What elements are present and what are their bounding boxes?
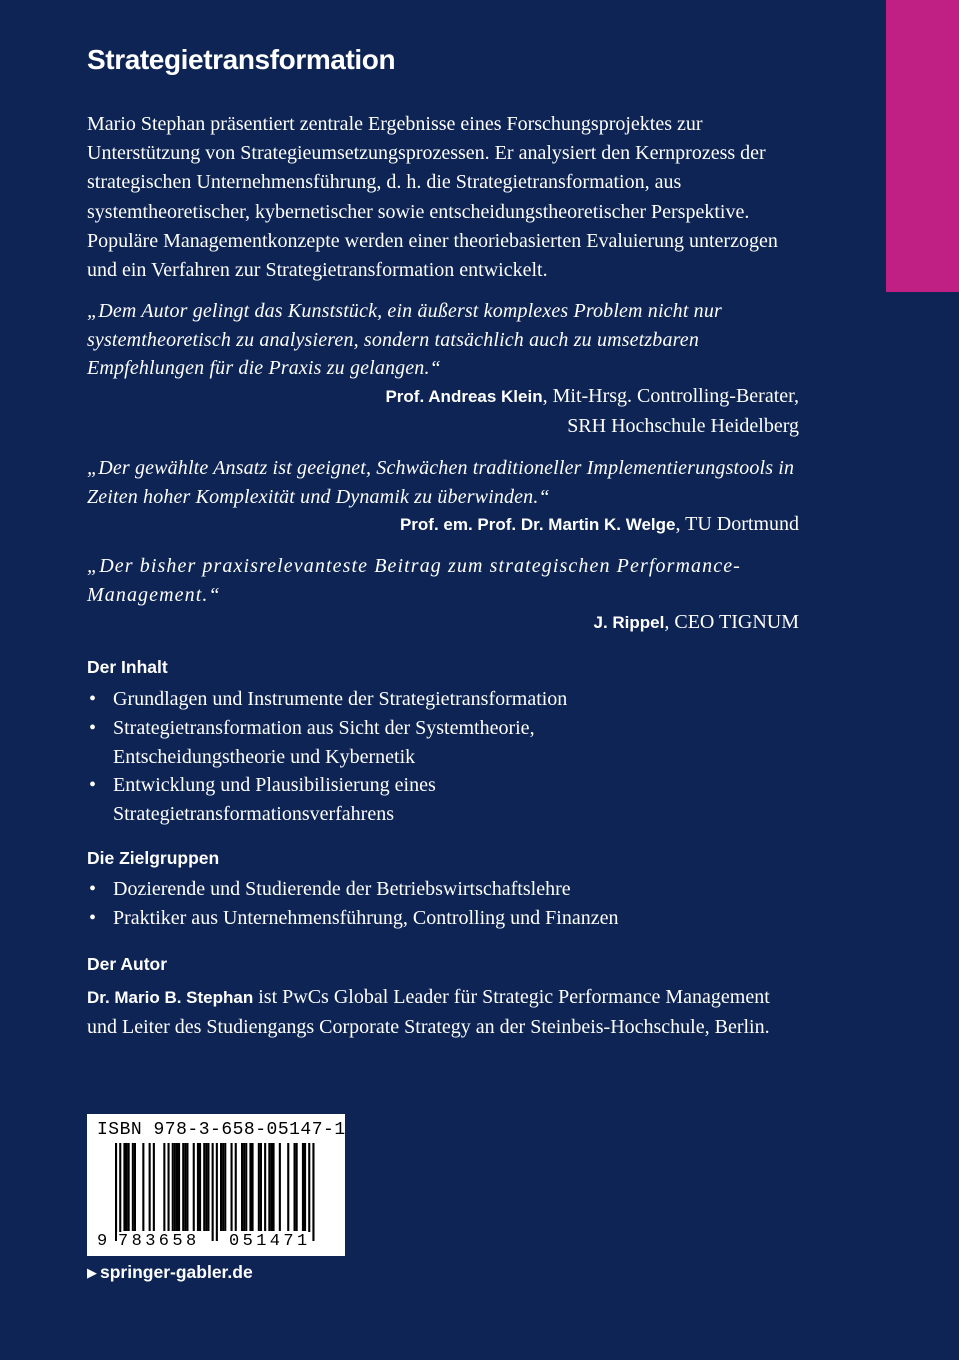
barcode-bar	[287, 1143, 289, 1231]
barcode-bar	[312, 1143, 314, 1241]
barcode-bar	[245, 1143, 247, 1231]
barcode-bar	[241, 1143, 243, 1231]
barcode-bar	[205, 1143, 207, 1231]
barcode-bar	[264, 1143, 266, 1231]
barcode-bar	[212, 1143, 214, 1241]
quote-1-attribution	[87, 382, 799, 440]
author-bio	[87, 983, 802, 1042]
autor-heading: Der Autor	[87, 954, 168, 974]
barcode-bar	[302, 1143, 304, 1231]
author-name: Dr. Mario B. Stephan	[87, 988, 254, 1007]
barcode-bar	[260, 1143, 262, 1231]
list-item: • Entwicklung und Plausibilisierung eines Strategietransformationsverfahrens	[87, 771, 802, 829]
quote-2-attribution	[87, 510, 799, 540]
isbn-barcode	[87, 1114, 345, 1256]
barcode-bar	[235, 1143, 237, 1231]
ean-digits-right: 051471	[229, 1232, 311, 1251]
barcode-bar	[128, 1143, 130, 1231]
barcode-bar	[279, 1143, 281, 1231]
barcode-bar	[231, 1143, 233, 1231]
barcode-bar	[115, 1143, 117, 1241]
barcode-bars	[95, 1143, 337, 1241]
barcode-bar	[268, 1143, 270, 1231]
barcode-bar	[186, 1143, 188, 1231]
barcode-bar	[207, 1143, 209, 1231]
barcode-bar	[203, 1143, 205, 1231]
book-blurb: Mario Stephan präsentiert zentrale Ergebnisse eines Forschungsprojektes zur Unterstützung von Strategieumsetzungsprozessen. Er analysiert den Kernprozess der strategischen Unternehmensführung, d. h. die Strategietransformation, aus systemtheoretischer, kybernetischer sowie entscheidungstheoretischer Perspektive. Populäre Managementkonzepte werden einer theoriebasierten Evaluierung unterzogen und ein Verfahren zur Strategietransformation entwickelt.	[87, 113, 778, 282]
barcode-bar	[243, 1143, 245, 1231]
quote-3-attribution	[87, 608, 799, 638]
barcode-bar	[258, 1143, 260, 1231]
quote-3-role: , CEO TIGNUM	[664, 611, 799, 633]
zielgruppen-list	[87, 875, 802, 933]
barcode-bar	[304, 1143, 306, 1231]
quote-1-text: „Dem Autor gelingt das Kunststück, ein äußerst komplexes Problem nicht nur systemtheoretisch zu analysieren, sondern tatsächlich auch zu umsetzbaren Empfehlungen für die Praxis zu gelangen.“	[87, 300, 722, 379]
barcode-bar	[153, 1143, 155, 1231]
barcode-bar	[178, 1143, 180, 1231]
zielgruppen-heading: Die Zielgruppen	[87, 848, 220, 868]
barcode-bar	[182, 1143, 184, 1231]
isbn-number: ISBN 978-3-658-05147-1	[97, 1120, 346, 1140]
publisher-link[interactable]	[87, 1262, 253, 1283]
barcode-bar	[273, 1143, 275, 1231]
quote-2-author: Prof. em. Prof. Dr. Martin K. Welge	[399, 515, 676, 534]
quote-3-author: J. Rippel	[593, 613, 665, 632]
list-item: • Praktiker aus Unternehmensführung, Controlling und Finanzen	[87, 904, 802, 933]
accent-color-bar	[886, 0, 959, 292]
quote-2-role: , TU Dortmund	[675, 513, 799, 535]
barcode-bar	[216, 1143, 218, 1241]
quote-1-institution: SRH Hochschule Heidelberg	[567, 414, 799, 437]
quote-3-text: „Der bisher praxisrelevanteste Beitrag zum strategischen Performance-Management.“	[87, 555, 741, 606]
barcode-bar	[176, 1143, 178, 1231]
barcode-bar	[174, 1143, 176, 1231]
barcode-bar	[308, 1143, 310, 1241]
barcode-bar	[224, 1143, 226, 1231]
barcode-bar	[249, 1143, 251, 1231]
barcode-bar	[123, 1143, 125, 1231]
inhalt-list	[87, 685, 802, 829]
barcode-bar	[199, 1143, 201, 1231]
barcode-bar	[149, 1143, 151, 1231]
barcode-bar	[184, 1143, 186, 1231]
ean-digit-first: 9	[97, 1232, 108, 1251]
barcode-bar	[220, 1143, 222, 1231]
barcode-bar	[252, 1143, 254, 1231]
quote-1-author: Prof. Andreas Klein	[385, 387, 543, 406]
barcode-bar	[270, 1143, 272, 1231]
barcode-bar	[163, 1143, 165, 1231]
barcode-bar	[168, 1143, 170, 1231]
barcode-bar	[197, 1143, 199, 1231]
barcode-bar	[296, 1143, 298, 1231]
barcode-bar	[119, 1143, 121, 1241]
barcode-bar	[134, 1143, 136, 1231]
barcode-bar	[126, 1143, 128, 1231]
barcode-bar	[193, 1143, 195, 1231]
ean-digits-left: 783658	[118, 1232, 200, 1251]
barcode-bar	[222, 1143, 224, 1231]
barcode-bar	[172, 1143, 174, 1231]
triangle-right-icon: ▶	[87, 1264, 97, 1280]
quote-2-text: „Der gewählte Ansatz ist geeignet, Schwächen traditioneller Implementierungstools in Zeiten hoher Komplexität und Dynamik zu überwinden.“	[87, 457, 795, 508]
author-bio-text: ist PwCs Global Leader für Strategic Performance Management und Leiter des Studiengangs Corporate Strategy an der Steinbeis-Hochschule, Berlin.	[87, 986, 770, 1038]
publisher-url[interactable]: springer-gabler.de	[100, 1262, 253, 1282]
quote-1-role: , Mit-Hrsg. Controlling-Berater,	[542, 385, 799, 407]
list-item: • Grundlagen und Instrumente der Strategietransformation	[87, 685, 802, 714]
barcode-bar	[294, 1143, 296, 1231]
list-item: • Dozierende und Studierende der Betriebswirtschaftslehre	[87, 875, 802, 904]
barcode-bar	[142, 1143, 144, 1231]
barcode-bar	[132, 1143, 134, 1231]
inhalt-heading: Der Inhalt	[87, 657, 168, 677]
list-item: • Strategietransformation aus Sicht der Systemtheorie, Entscheidungstheorie und Kybernetik	[87, 714, 802, 772]
book-title: Strategietransformation	[87, 44, 396, 75]
